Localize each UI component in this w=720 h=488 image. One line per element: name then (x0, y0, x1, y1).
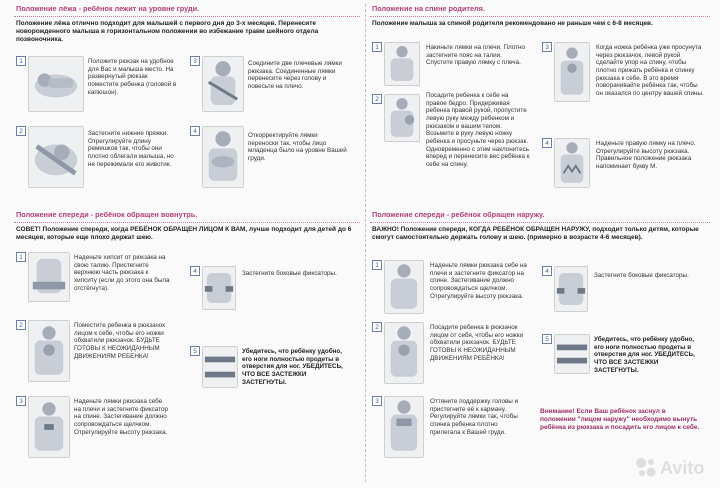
section-title: Положение спереди - ребёнок обращен вовнутрь. (14, 210, 360, 223)
section-lying-position (14, 4, 360, 208)
illustration-baby-on-hip (384, 94, 420, 142)
step-text: Застегните боковые фиксаторы. (242, 270, 337, 277)
avito-watermark (634, 456, 712, 482)
step-text: Убедитесь, что ребёнку удобно, его ноги полностью продеты в отверстия для ног. УБЕДИТЕСЬ, ЧТО ВСЕ ЗАСТЕЖКИ ЗАСТЕГНУТЫ. (594, 336, 695, 374)
section-intro: Положение лёжа отлично подходит для малышей с первого дня до 3-х месяцев. Перенесите новорожденного малыша в горизонтальном положении во избежание травм шейного отдела позвоночника. (16, 20, 319, 44)
step-number: 4 (190, 266, 200, 276)
section-intro: ВАЖНО! Положение спереди, КОГДА РЕБЁНОК ОБРАЩЕН НАРУЖУ, подходит только детям, которые смогут самостоятельно держать голову и шею. (примерно в возрасте 4-6 месяцев). (372, 226, 699, 242)
step-text: Откорректируйте лямки переноски так, чтобы лицо младенца было на уровне Вашей груди. (248, 132, 347, 163)
step-text: Убедитесь, что ребёнку удобно, его ноги полностью продеты в отверстия для ног. УБЕДИТЕСЬ, ЧТО ВСЕ ЗАСТЕЖКИ ЗАСТЕГНУТЫ. (242, 348, 343, 386)
illustration-leg-openings (554, 334, 590, 374)
steps-grid (370, 34, 710, 206)
watermark-text: Avito (660, 458, 705, 478)
illustration-m-position (554, 138, 590, 188)
section-back-position (370, 4, 710, 208)
step-text: Застегните нижние пряжки. Отрегулируйте длину ремешков так, чтобы они плотно облегали малыша, но не пережимали его животик. (88, 130, 174, 168)
step-text: Наденьте лямки рюкзака себе на плечи и застегните фиксатор на спине. Застегивание должно сопровождаться щелчком. Отрегулируйте высоту рюкзака. (74, 398, 168, 436)
steps-grid (14, 248, 360, 482)
warning-note: Внимание! Если Ваш ребёнок заснул в положении "лицом наружу" необходимо вынуть ребёнка из рюкзака и посадить его лицом к себе. (540, 408, 700, 432)
step-number: 5 (190, 346, 200, 356)
steps-grid (14, 54, 360, 204)
step-text: Посадите ребенка к себе на правое бедро. Придерживая ребенка правой рукой, пропустите левую руку между ребенком и рюкзаком и вашим телом. Возьмите в руку левую ножку ребенка и просуньте через рюкзак. Одновременно с этим наклонитесь вперед и перенесите вес ребёнка к себе на спину. (426, 92, 530, 169)
section-front-outward-position (370, 210, 710, 484)
step-text: Наденьте правую лямку на плечо. Отрегулируйте высоту рюкзака. Правильное положение рюкзака напоминает букву М. (596, 140, 696, 171)
step-number: 1 (372, 260, 382, 270)
section-title: Положение спереди - ребёнок обращен наружу. (370, 210, 710, 223)
section-intro: СОВЕТ! Положение спереди, когда РЕБЁНОК ОБРАЩЕН ЛИЦОМ К ВАМ, лучше подходит для детей до 6 месяцев, которые еще плохо держат шею. (16, 226, 352, 242)
step-text: Застегните боковые фиксаторы. (594, 272, 689, 279)
step-number: 4 (542, 138, 552, 148)
column-divider (365, 4, 366, 482)
step-number: 1 (372, 42, 382, 52)
step-number: 2 (16, 320, 26, 330)
step-number: 4 (190, 126, 200, 136)
section-front-inward-position (14, 210, 360, 484)
step-text: Оттяните поддержку головы и пристегните её к карману. Регулируйте лямки так, чтобы спинка ребенка плотно прилегала к Вашей груди. (430, 398, 519, 436)
section-title: Положение лёжа - ребёнок лежит на уровне груди. (14, 4, 360, 17)
illustration-put-on-straps (384, 42, 420, 86)
avito-dots-icon (634, 456, 658, 480)
step-number: 3 (190, 56, 200, 66)
step-text: Соедините две плечевые лямки рюкзака. Соединенные лямки перенесите через голову и повесьте на плечо. (248, 60, 342, 91)
illustration-put-on-carrier (384, 260, 424, 314)
step-number: 1 (16, 56, 26, 66)
step-number: 4 (542, 266, 552, 276)
step-text: Наденьте хипсит от рюкзака на свою талию. Пристегните верхнюю часть рюкзака к хипситу (если до этого она была отстёгнута). (74, 254, 170, 292)
step-number: 2 (16, 126, 26, 136)
step-number: 2 (372, 322, 382, 332)
step-text: Когда ножка ребёнка уже просунута через рюкзачок, левой рукой сделайте упор на спину, чтобы плотно прижать ребёнка и спинку рюкзака к себе. В это время поворачивайте ребёнка так, чтобы он оказался по центру вашей спины. (596, 44, 704, 98)
step-number: 5 (542, 334, 552, 344)
section-title: Положение на спине родителя. (370, 4, 710, 17)
illustration-shoulder-straps (202, 56, 244, 112)
illustration-place-baby-facing-out (384, 322, 424, 384)
illustration-put-on-hipseat (28, 252, 70, 302)
illustration-leg-openings (202, 346, 238, 388)
illustration-fasten-back-buckle (28, 396, 70, 458)
step-text: Поместите ребенка в рюкзачок лицом к себе, чтобы его ножки обхватили рюкзачок. БУДЬТЕ ГОТОВЫ К НЕОЖИДАННЫМ ДВИЖЕНИЯМ РЕБЕНКА! (74, 322, 166, 360)
steps-grid (370, 258, 710, 482)
step-text: Посадите ребенка в рюкзачок лицом от себя, чтобы его ножки обхватили рюкзачок. БУДЬТЕ ГОТОВЫ К НЕОЖИДАННЫМ ДВИЖЕНИЯМ РЕБЁНКА! (430, 324, 524, 362)
step-number: 3 (16, 396, 26, 406)
illustration-side-buckles (554, 266, 588, 312)
step-number: 2 (372, 94, 382, 104)
step-text: Накиньте лямки на плечи. Плотно застегните пояс на талии. Спустите правую лямку с плеча. (426, 44, 525, 67)
step-number: 3 (542, 42, 552, 52)
illustration-fasten-buckles (28, 126, 84, 188)
step-number: 1 (16, 252, 26, 262)
illustration-head-support (384, 396, 424, 458)
illustration-side-buckles (202, 266, 236, 310)
illustration-adjust-straps (202, 126, 244, 188)
step-text: Положите рюкзак на удобное для Вас и малыша место. На развернутый рюкзак поместите ребенка (головой в капюшон). (88, 58, 177, 96)
step-number: 3 (372, 396, 382, 406)
illustration-move-baby-to-back (554, 42, 590, 102)
illustration-place-baby-facing-in (28, 320, 70, 382)
section-intro: Положение малыша за спиной родителя рекомендовано не раньше чем с 6-8 месяцев. (372, 20, 653, 28)
step-text: Наденьте лямки рюкзака себе на плечи и застегните фиксатор на спине. Застегивание должно сопровождаться щелчком. Отрегулируйте высоту рюкзака. (430, 262, 527, 300)
illustration-baby-on-carrier (28, 56, 84, 112)
